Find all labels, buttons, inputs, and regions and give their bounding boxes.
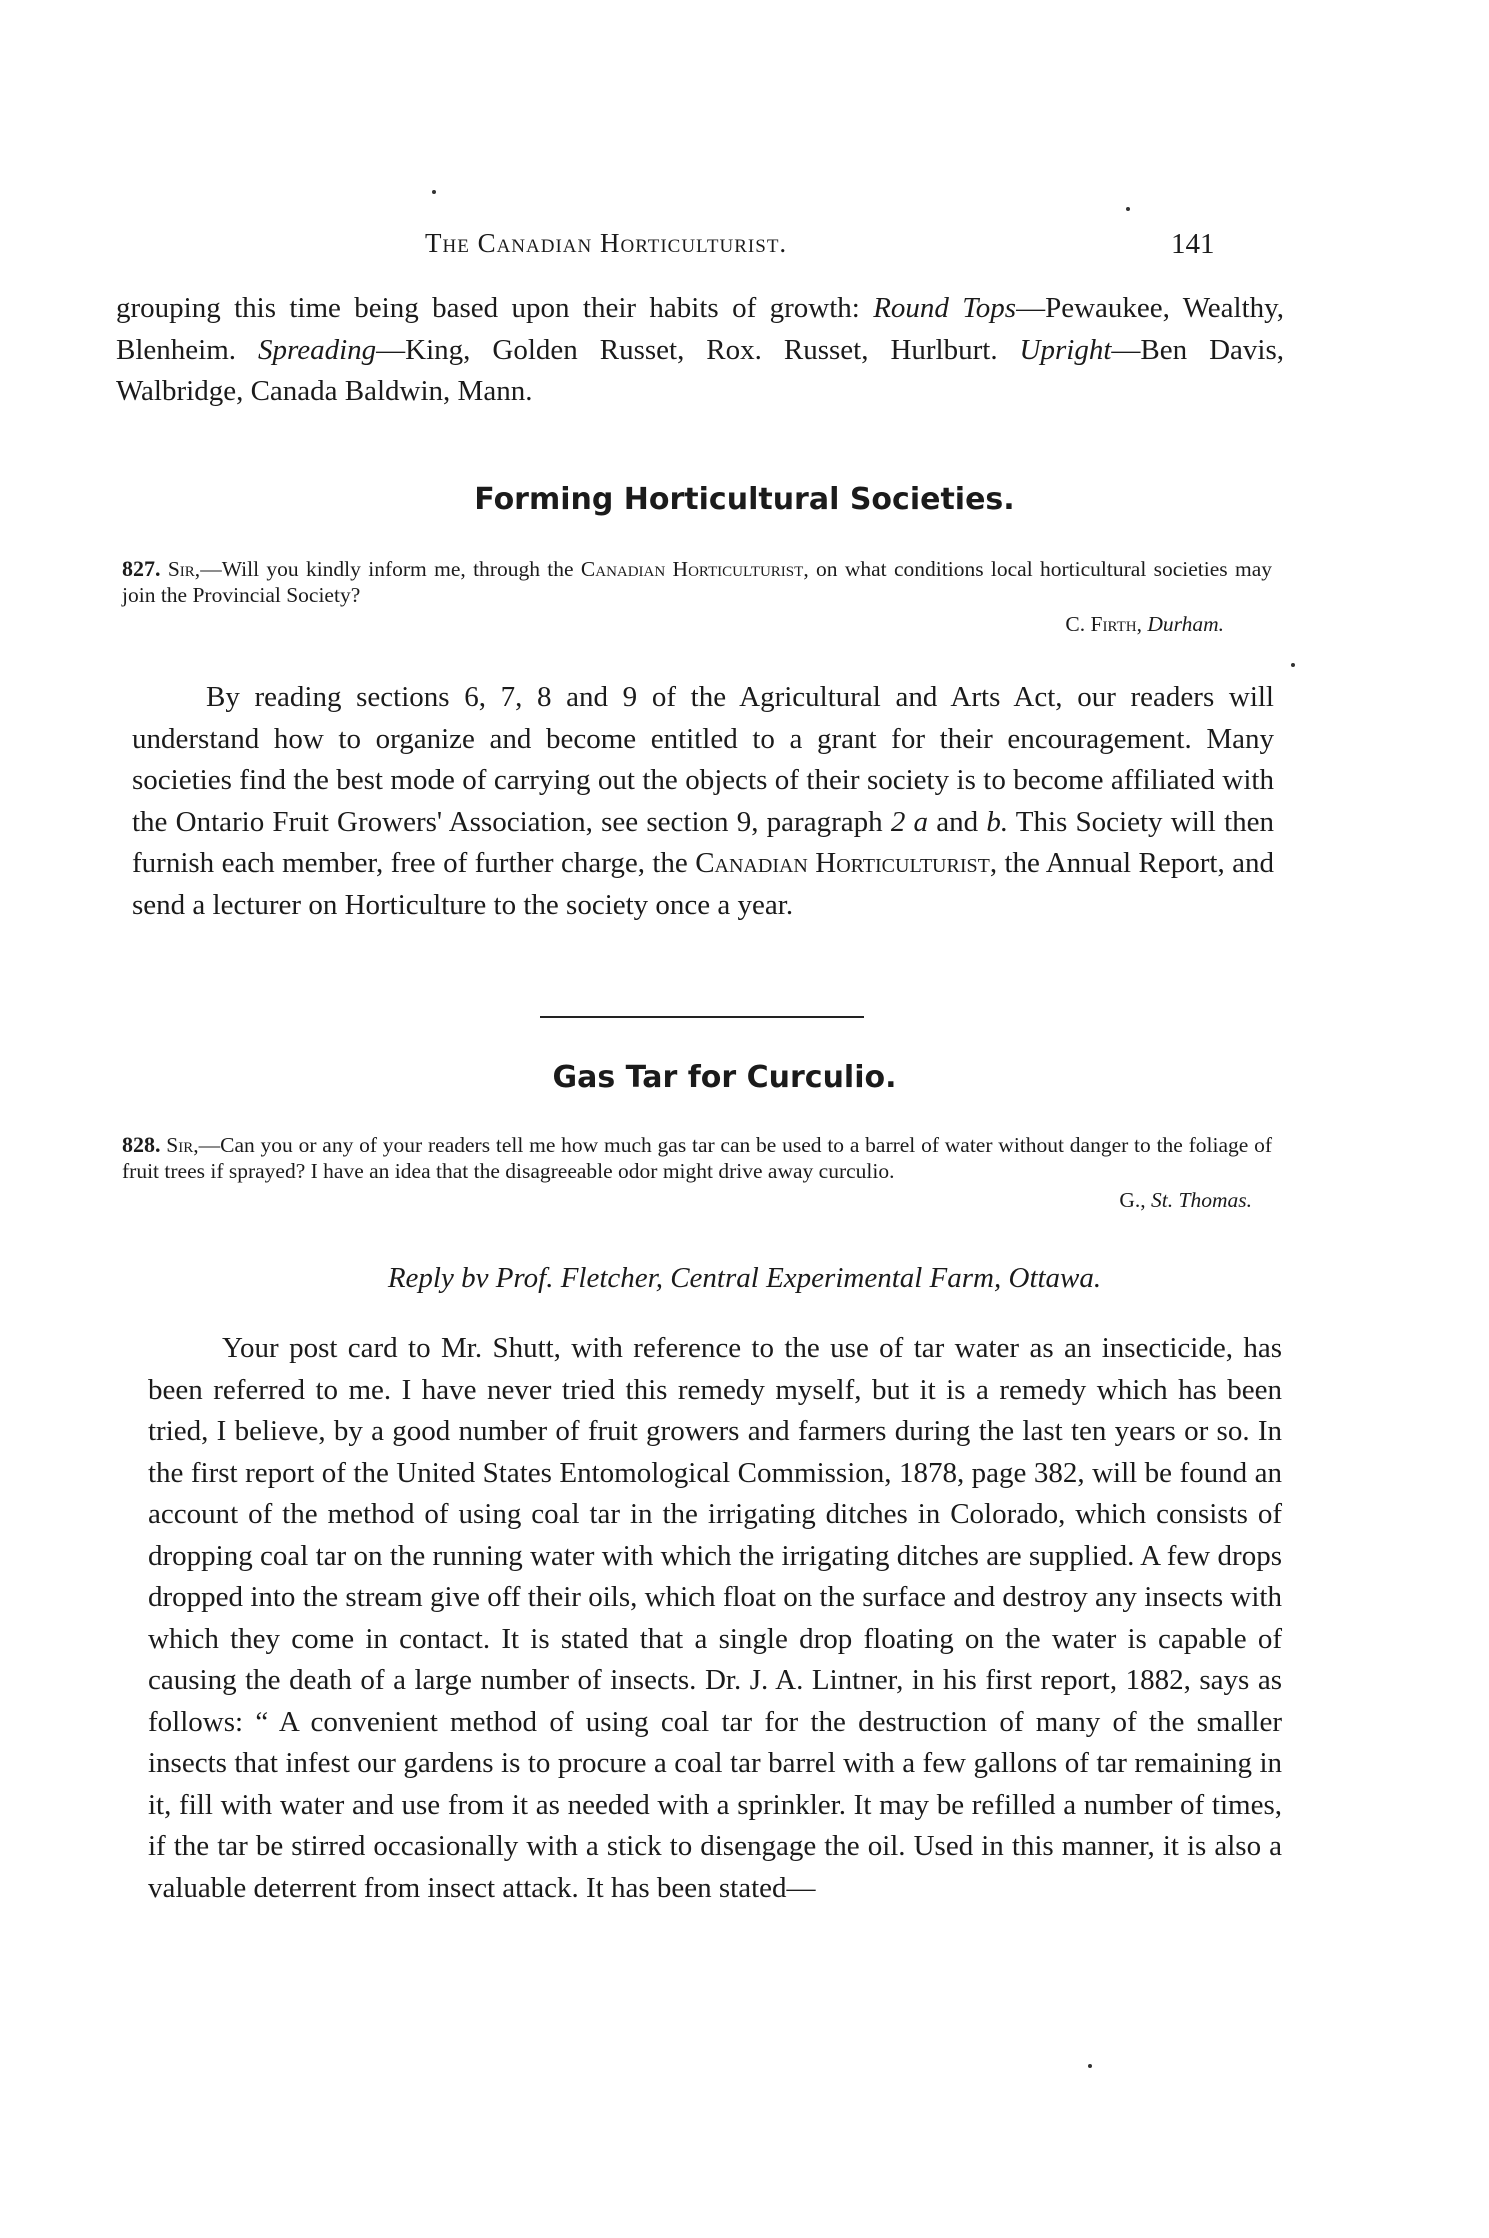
query-text: 827. Sir,—Will you kindly inform me, through the Canadian Horticulturist, on what conditions local horticultural societies may join the Provincial Society? — [122, 556, 1273, 607]
scan-speck — [1088, 2064, 1092, 2068]
reply-attribution: Reply bv Prof. Fletcher, Central Experimental Farm, Ottawa. — [387, 1262, 1102, 1294]
intro-paragraph — [116, 288, 1284, 413]
spreading-label: Spreading — [258, 333, 377, 366]
page-number: 141 — [1171, 228, 1215, 260]
reply-body — [148, 1328, 1282, 1909]
scan-speck — [432, 190, 436, 194]
section-heading-societies: Forming Horticultural Societies. — [474, 482, 1015, 517]
query-number: 827. — [122, 556, 161, 581]
answer-827 — [132, 677, 1274, 926]
running-head — [0, 228, 1489, 268]
scan-speck — [1291, 663, 1295, 667]
signature: C. Firth, Durham. — [1065, 612, 1224, 636]
upright-label: Upright — [1019, 333, 1112, 366]
signature: G., St. Thomas. — [1119, 1188, 1252, 1212]
section-divider — [540, 1016, 864, 1018]
running-title: The Canadian Horticulturist. — [425, 228, 788, 258]
answer-text: By reading sections 6, 7, 8 and 9 of the Agricultural and Arts Act, our readers will understand how to organize and become entitled to a grant for their encouragement. Many societies find the best mode of carrying out the objects of their society is to become affiliated with the Ontario Fruit Growers' Association, see section 9, paragraph 2 a and b. This Society will then furnish each member, free of further charge, the Canadian Horticulturist, the Annual Report, and send a lecturer on Horticulture to the society once a year. — [132, 681, 1274, 921]
query-text: 828. Sir,—Can you or any of your readers tell me how much gas tar can be used to a barrel of water without danger to the foliage of fruit trees if sprayed? I have an idea that the disagreeable odor might drive away curculio. — [122, 1132, 1273, 1183]
section-heading-gas-tar: Gas Tar for Curculio. — [552, 1060, 897, 1095]
round-tops-label: Round Tops — [873, 292, 1017, 324]
intro-text: grouping this time being based upon their habits of growth: Round Tops—Pewaukee, Wealthy, Blenheim. Spreading—King, Golden Russet, Rox. Russet, Hurlburt. Upright—Ben Davis, Walbridge, Canada Baldwin, Mann. — [116, 292, 1284, 407]
query-number: 828. — [122, 1132, 161, 1157]
query-827 — [122, 556, 1272, 637]
reply-text: Your post card to Mr. Shutt, with reference to the use of tar water as an insecticide, has been referred to me. I have never tried this remedy myself, but it is a remedy which has been tried, I believe, by a good number of fruit growers and farmers during the last ten years or so. In the first report of the United States Entomological Commission, 1878, page 382, will be found an account of the method of using coal tar in the irrigating ditches in Colorado, which consists of dropping coal tar on the running water with which the irrigating ditches are supplied. A few drops dropped into the stream give off their oils, which float on the surface and destroy any insects with which they come in contact. It is stated that a single drop floating on the water is capable of causing the death of a large number of insects. Dr. J. A. Lintner, in his first report, 1882, says as follows: “ A convenient method of using coal tar for the destruction of many of the smaller insects that infest our gardens is to procure a coal tar barrel with a few gallons of tar remaining in it, fill with water and use from it as needed with a sprinkler. It may be refilled a number of times, if the tar be stirred occasionally with a stick to disengage the oil. Used in this manner, it is also a valuable deterrent from insect attack. It has been stated— — [148, 1332, 1282, 1904]
query-828 — [122, 1132, 1272, 1213]
scan-speck — [1126, 207, 1130, 211]
